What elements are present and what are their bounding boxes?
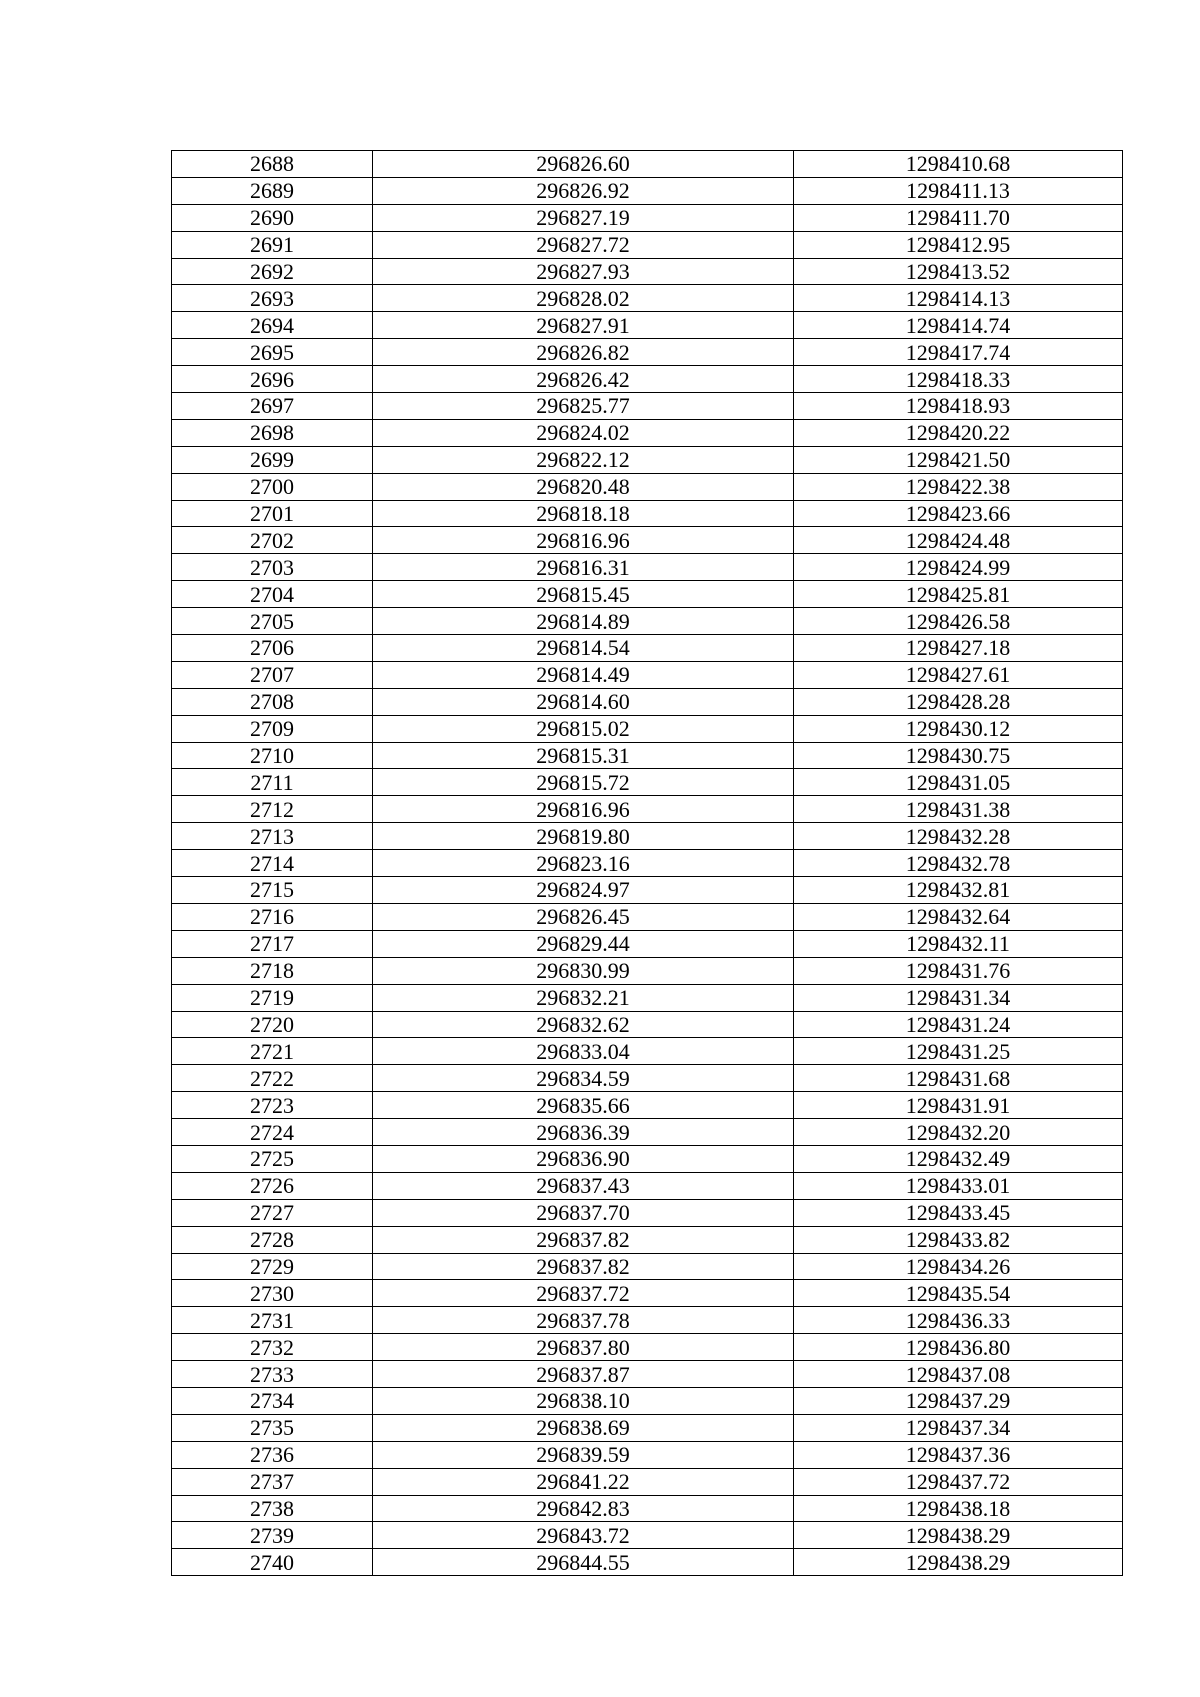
table-row <box>172 608 1123 635</box>
x-coordinate-cell: 296814.54 <box>373 635 794 662</box>
x-coordinate-cell: 296815.02 <box>373 715 794 742</box>
table-row <box>172 742 1123 769</box>
table-row <box>172 1334 1123 1361</box>
x-coordinate-cell: 296827.91 <box>373 312 794 339</box>
y-coordinate-cell: 1298433.01 <box>794 1172 1123 1199</box>
y-coordinate-cell: 1298412.95 <box>794 231 1123 258</box>
x-coordinate-cell: 296827.19 <box>373 204 794 231</box>
y-coordinate-cell: 1298424.48 <box>794 527 1123 554</box>
x-coordinate-cell: 296822.12 <box>373 446 794 473</box>
y-coordinate-cell: 1298436.33 <box>794 1307 1123 1334</box>
x-coordinate-cell: 296838.10 <box>373 1387 794 1414</box>
y-coordinate-cell: 1298420.22 <box>794 419 1123 446</box>
y-coordinate-cell: 1298431.38 <box>794 796 1123 823</box>
x-coordinate-cell: 296829.44 <box>373 930 794 957</box>
point-number-cell: 2705 <box>172 608 373 635</box>
x-coordinate-cell: 296824.97 <box>373 877 794 904</box>
point-number-cell: 2717 <box>172 930 373 957</box>
x-coordinate-cell: 296837.82 <box>373 1253 794 1280</box>
y-coordinate-cell: 1298413.52 <box>794 258 1123 285</box>
point-number-cell: 2720 <box>172 1011 373 1038</box>
table-row <box>172 661 1123 688</box>
x-coordinate-cell: 296814.49 <box>373 661 794 688</box>
y-coordinate-cell: 1298431.25 <box>794 1038 1123 1065</box>
x-coordinate-cell: 296837.70 <box>373 1199 794 1226</box>
point-number-cell: 2740 <box>172 1549 373 1576</box>
point-number-cell: 2733 <box>172 1361 373 1388</box>
x-coordinate-cell: 296844.55 <box>373 1549 794 1576</box>
x-coordinate-cell: 296816.96 <box>373 796 794 823</box>
x-coordinate-cell: 296843.72 <box>373 1522 794 1549</box>
point-number-cell: 2732 <box>172 1334 373 1361</box>
x-coordinate-cell: 296832.21 <box>373 984 794 1011</box>
x-coordinate-cell: 296814.89 <box>373 608 794 635</box>
y-coordinate-cell: 1298430.75 <box>794 742 1123 769</box>
table-row <box>172 177 1123 204</box>
x-coordinate-cell: 296830.99 <box>373 957 794 984</box>
y-coordinate-cell: 1298438.29 <box>794 1549 1123 1576</box>
point-number-cell: 2719 <box>172 984 373 1011</box>
point-number-cell: 2707 <box>172 661 373 688</box>
x-coordinate-cell: 296837.87 <box>373 1361 794 1388</box>
point-number-cell: 2722 <box>172 1065 373 1092</box>
table-row <box>172 635 1123 662</box>
point-number-cell: 2739 <box>172 1522 373 1549</box>
point-number-cell: 2711 <box>172 769 373 796</box>
point-number-cell: 2693 <box>172 285 373 312</box>
y-coordinate-cell: 1298431.76 <box>794 957 1123 984</box>
table-row <box>172 1387 1123 1414</box>
table-row <box>172 554 1123 581</box>
point-number-cell: 2704 <box>172 581 373 608</box>
point-number-cell: 2713 <box>172 823 373 850</box>
x-coordinate-cell: 296837.43 <box>373 1172 794 1199</box>
point-number-cell: 2701 <box>172 500 373 527</box>
point-number-cell: 2725 <box>172 1145 373 1172</box>
point-number-cell: 2695 <box>172 339 373 366</box>
x-coordinate-cell: 296823.16 <box>373 850 794 877</box>
point-number-cell: 2734 <box>172 1387 373 1414</box>
point-number-cell: 2702 <box>172 527 373 554</box>
table-row <box>172 204 1123 231</box>
point-number-cell: 2692 <box>172 258 373 285</box>
table-row <box>172 850 1123 877</box>
table-row <box>172 285 1123 312</box>
x-coordinate-cell: 296836.90 <box>373 1145 794 1172</box>
table-row <box>172 1441 1123 1468</box>
point-number-cell: 2730 <box>172 1280 373 1307</box>
y-coordinate-cell: 1298427.61 <box>794 661 1123 688</box>
y-coordinate-cell: 1298434.26 <box>794 1253 1123 1280</box>
point-number-cell: 2697 <box>172 393 373 420</box>
y-coordinate-cell: 1298437.34 <box>794 1414 1123 1441</box>
y-coordinate-cell: 1298431.91 <box>794 1092 1123 1119</box>
y-coordinate-cell: 1298432.81 <box>794 877 1123 904</box>
table-row <box>172 393 1123 420</box>
x-coordinate-cell: 296824.02 <box>373 419 794 446</box>
point-number-cell: 2723 <box>172 1092 373 1119</box>
y-coordinate-cell: 1298414.13 <box>794 285 1123 312</box>
x-coordinate-cell: 296837.82 <box>373 1226 794 1253</box>
point-number-cell: 2708 <box>172 688 373 715</box>
table-row <box>172 231 1123 258</box>
y-coordinate-cell: 1298432.28 <box>794 823 1123 850</box>
y-coordinate-cell: 1298432.64 <box>794 903 1123 930</box>
point-number-cell: 2690 <box>172 204 373 231</box>
point-number-cell: 2716 <box>172 903 373 930</box>
table-row <box>172 1549 1123 1576</box>
table-row <box>172 1226 1123 1253</box>
table-row <box>172 877 1123 904</box>
y-coordinate-cell: 1298437.29 <box>794 1387 1123 1414</box>
y-coordinate-cell: 1298437.36 <box>794 1441 1123 1468</box>
point-number-cell: 2735 <box>172 1414 373 1441</box>
y-coordinate-cell: 1298418.33 <box>794 366 1123 393</box>
point-number-cell: 2726 <box>172 1172 373 1199</box>
y-coordinate-cell: 1298427.18 <box>794 635 1123 662</box>
point-number-cell: 2691 <box>172 231 373 258</box>
y-coordinate-cell: 1298432.11 <box>794 930 1123 957</box>
table-row <box>172 1253 1123 1280</box>
point-number-cell: 2731 <box>172 1307 373 1334</box>
y-coordinate-cell: 1298428.28 <box>794 688 1123 715</box>
y-coordinate-cell: 1298430.12 <box>794 715 1123 742</box>
y-coordinate-cell: 1298438.18 <box>794 1495 1123 1522</box>
y-coordinate-cell: 1298418.93 <box>794 393 1123 420</box>
table-row <box>172 258 1123 285</box>
point-number-cell: 2714 <box>172 850 373 877</box>
table-row <box>172 1280 1123 1307</box>
x-coordinate-cell: 296826.45 <box>373 903 794 930</box>
x-coordinate-cell: 296834.59 <box>373 1065 794 1092</box>
x-coordinate-cell: 296816.31 <box>373 554 794 581</box>
table-row <box>172 957 1123 984</box>
x-coordinate-cell: 296825.77 <box>373 393 794 420</box>
y-coordinate-cell: 1298432.49 <box>794 1145 1123 1172</box>
x-coordinate-cell: 296837.72 <box>373 1280 794 1307</box>
table-row <box>172 1307 1123 1334</box>
point-number-cell: 2696 <box>172 366 373 393</box>
x-coordinate-cell: 296837.78 <box>373 1307 794 1334</box>
x-coordinate-cell: 296815.45 <box>373 581 794 608</box>
point-number-cell: 2703 <box>172 554 373 581</box>
x-coordinate-cell: 296815.31 <box>373 742 794 769</box>
table-row <box>172 930 1123 957</box>
x-coordinate-cell: 296819.80 <box>373 823 794 850</box>
point-number-cell: 2706 <box>172 635 373 662</box>
y-coordinate-cell: 1298432.20 <box>794 1119 1123 1146</box>
table-row <box>172 1172 1123 1199</box>
table-row <box>172 688 1123 715</box>
x-coordinate-cell: 296827.72 <box>373 231 794 258</box>
table-row <box>172 769 1123 796</box>
table-row <box>172 446 1123 473</box>
y-coordinate-cell: 1298437.72 <box>794 1468 1123 1495</box>
point-number-cell: 2709 <box>172 715 373 742</box>
table-row <box>172 796 1123 823</box>
y-coordinate-cell: 1298433.45 <box>794 1199 1123 1226</box>
x-coordinate-cell: 296838.69 <box>373 1414 794 1441</box>
table-row <box>172 1495 1123 1522</box>
y-coordinate-cell: 1298417.74 <box>794 339 1123 366</box>
x-coordinate-cell: 296841.22 <box>373 1468 794 1495</box>
point-number-cell: 2712 <box>172 796 373 823</box>
point-number-cell: 2715 <box>172 877 373 904</box>
point-number-cell: 2700 <box>172 473 373 500</box>
x-coordinate-cell: 296826.82 <box>373 339 794 366</box>
x-coordinate-cell: 296818.18 <box>373 500 794 527</box>
x-coordinate-cell: 296820.48 <box>373 473 794 500</box>
table-row <box>172 823 1123 850</box>
x-coordinate-cell: 296828.02 <box>373 285 794 312</box>
point-number-cell: 2688 <box>172 151 373 178</box>
y-coordinate-cell: 1298411.13 <box>794 177 1123 204</box>
table-row <box>172 1468 1123 1495</box>
point-number-cell: 2698 <box>172 419 373 446</box>
table-row <box>172 366 1123 393</box>
x-coordinate-cell: 296816.96 <box>373 527 794 554</box>
table-row <box>172 527 1123 554</box>
table-row <box>172 339 1123 366</box>
y-coordinate-cell: 1298435.54 <box>794 1280 1123 1307</box>
y-coordinate-cell: 1298426.58 <box>794 608 1123 635</box>
y-coordinate-cell: 1298438.29 <box>794 1522 1123 1549</box>
table-row <box>172 1065 1123 1092</box>
point-number-cell: 2721 <box>172 1038 373 1065</box>
x-coordinate-cell: 296826.60 <box>373 151 794 178</box>
table-row <box>172 581 1123 608</box>
point-number-cell: 2724 <box>172 1119 373 1146</box>
point-number-cell: 2737 <box>172 1468 373 1495</box>
y-coordinate-cell: 1298436.80 <box>794 1334 1123 1361</box>
x-coordinate-cell: 296833.04 <box>373 1038 794 1065</box>
table-row <box>172 1145 1123 1172</box>
x-coordinate-cell: 296836.39 <box>373 1119 794 1146</box>
table-row <box>172 473 1123 500</box>
table-row <box>172 1414 1123 1441</box>
x-coordinate-cell: 296835.66 <box>373 1092 794 1119</box>
table-row <box>172 984 1123 1011</box>
coordinate-table-body <box>172 151 1123 1576</box>
x-coordinate-cell: 296837.80 <box>373 1334 794 1361</box>
y-coordinate-cell: 1298411.70 <box>794 204 1123 231</box>
point-number-cell: 2729 <box>172 1253 373 1280</box>
point-number-cell: 2718 <box>172 957 373 984</box>
y-coordinate-cell: 1298423.66 <box>794 500 1123 527</box>
y-coordinate-cell: 1298410.68 <box>794 151 1123 178</box>
x-coordinate-cell: 296814.60 <box>373 688 794 715</box>
table-row <box>172 1011 1123 1038</box>
y-coordinate-cell: 1298425.81 <box>794 581 1123 608</box>
y-coordinate-cell: 1298422.38 <box>794 473 1123 500</box>
table-row <box>172 419 1123 446</box>
x-coordinate-cell: 296842.83 <box>373 1495 794 1522</box>
x-coordinate-cell: 296839.59 <box>373 1441 794 1468</box>
point-number-cell: 2710 <box>172 742 373 769</box>
y-coordinate-cell: 1298437.08 <box>794 1361 1123 1388</box>
x-coordinate-cell: 296832.62 <box>373 1011 794 1038</box>
x-coordinate-cell: 296826.42 <box>373 366 794 393</box>
point-number-cell: 2736 <box>172 1441 373 1468</box>
table-row <box>172 1199 1123 1226</box>
x-coordinate-cell: 296826.92 <box>373 177 794 204</box>
point-number-cell: 2738 <box>172 1495 373 1522</box>
y-coordinate-cell: 1298424.99 <box>794 554 1123 581</box>
point-number-cell: 2728 <box>172 1226 373 1253</box>
y-coordinate-cell: 1298433.82 <box>794 1226 1123 1253</box>
table-row <box>172 903 1123 930</box>
y-coordinate-cell: 1298431.34 <box>794 984 1123 1011</box>
y-coordinate-cell: 1298432.78 <box>794 850 1123 877</box>
y-coordinate-cell: 1298431.68 <box>794 1065 1123 1092</box>
point-number-cell: 2699 <box>172 446 373 473</box>
y-coordinate-cell: 1298431.05 <box>794 769 1123 796</box>
table-row <box>172 715 1123 742</box>
coordinate-table <box>171 150 1123 1576</box>
table-row <box>172 312 1123 339</box>
table-row <box>172 1361 1123 1388</box>
point-number-cell: 2727 <box>172 1199 373 1226</box>
table-row <box>172 1092 1123 1119</box>
table-row <box>172 1119 1123 1146</box>
table-row <box>172 500 1123 527</box>
point-number-cell: 2694 <box>172 312 373 339</box>
table-row <box>172 1038 1123 1065</box>
y-coordinate-cell: 1298414.74 <box>794 312 1123 339</box>
x-coordinate-cell: 296827.93 <box>373 258 794 285</box>
table-row <box>172 151 1123 178</box>
y-coordinate-cell: 1298421.50 <box>794 446 1123 473</box>
x-coordinate-cell: 296815.72 <box>373 769 794 796</box>
y-coordinate-cell: 1298431.24 <box>794 1011 1123 1038</box>
table-row <box>172 1522 1123 1549</box>
point-number-cell: 2689 <box>172 177 373 204</box>
